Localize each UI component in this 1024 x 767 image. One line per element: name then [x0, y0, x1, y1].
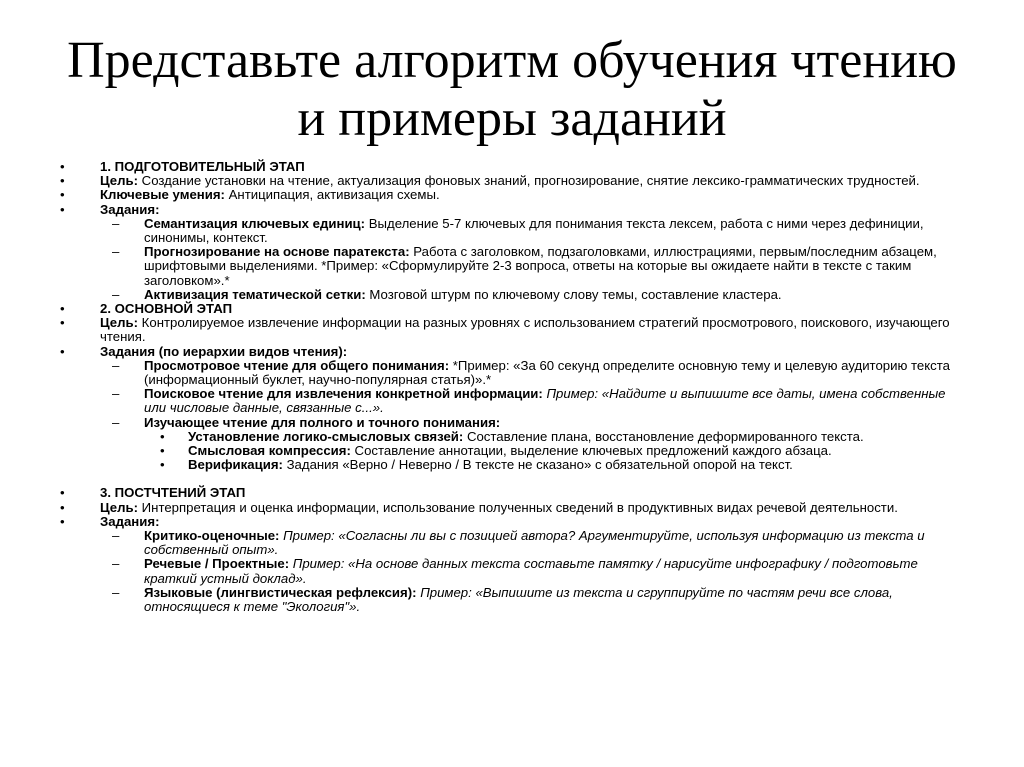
bullet-point: •: [60, 485, 65, 501]
item-text: Антиципация, активизация схемы.: [224, 187, 440, 203]
item-example: Пример: «На основе данных текста составьте памятку / нарисуйте инфографику / подготовьте краткий устный доклад».: [144, 556, 918, 586]
item-text: Работа с заголовком, подзаголовками, иллюстрациями, первым/последним абзацем, шрифтовыми выделениями. *Пример: «Сформулируйте 2-3 вопроса, ответы на которые вы ожидаете найти в тексте с таким заголовком».*: [144, 244, 937, 288]
list-item: [58, 444, 958, 458]
bullet-point: •: [60, 173, 65, 189]
item-label: Ключевые умения:: [100, 187, 225, 203]
item-label: 3. ПОСТЧТЕНИЙ ЭТАП: [100, 485, 246, 501]
bullet-point: •: [60, 159, 65, 174]
dash-bullet: –: [112, 386, 120, 402]
list-item: [58, 430, 958, 444]
list-item: [58, 288, 958, 302]
dash-bullet: –: [112, 584, 120, 600]
list-item: [58, 359, 958, 387]
item-label: Просмотровое чтение для общего понимания:: [144, 357, 450, 373]
item-text: Выделение 5-7 ключевых для понимания текста лексем, работа с ними через дефиниции, синонимы, контекст.: [144, 215, 924, 246]
item-example: Пример: «Найдите и выпишите все даты, имена собственные или числовые данные, связанные с...».: [144, 386, 946, 416]
item-label: Цель:: [100, 499, 139, 515]
list-item: [58, 458, 958, 472]
item-text: Контролируемое извлечение информации на разных уровнях с использованием стратегий просмотрового, поискового, изучающего чтения.: [100, 315, 950, 345]
bullet-point: •: [60, 315, 65, 331]
section-gap: [58, 472, 958, 486]
bullet-point: •: [160, 457, 165, 473]
list-item: [58, 416, 958, 430]
list-item: [58, 586, 958, 614]
list-item: [58, 387, 958, 415]
bullet-point: •: [160, 428, 165, 444]
item-label: Поисковое чтение для извлечения конкретной информации:: [144, 386, 543, 402]
item-label: Семантизация ключевых единиц:: [144, 215, 366, 231]
bullet-point: •: [60, 187, 65, 203]
list-item: [58, 174, 958, 188]
item-text: Задания «Верно / Неверно / В тексте не сказано» с обязательной опорой на текст.: [282, 457, 793, 473]
bullet-point: •: [60, 343, 65, 359]
dash-bullet: –: [112, 357, 120, 373]
item-example: Пример: «Согласны ли вы с позицией автора? Аргументируйте, используя информацию из текста и собственный опыт».: [144, 528, 925, 558]
list-item: [58, 188, 958, 202]
list-item: [58, 486, 958, 500]
dash-bullet: –: [112, 215, 120, 231]
item-label: Изучающее чтение для полного и точного понимания:: [144, 414, 501, 430]
item-label: Задания:: [100, 513, 160, 529]
bullet-point: •: [60, 201, 65, 217]
item-label: Языковые (лингвистическая рефлексия):: [144, 584, 417, 600]
list-item: [58, 160, 958, 174]
item-label: Задания:: [100, 201, 160, 217]
list-item: [58, 557, 958, 585]
item-example: Пример: «Выпишите из текста и сгруппируйте по частям речи все слова, относящиеся к теме "Экология"».: [144, 584, 893, 615]
item-text: Мозговой штурм по ключевому слову темы, составление кластера.: [365, 286, 782, 302]
item-label: Цель:: [100, 173, 139, 189]
list-item: [58, 302, 958, 316]
list-item: [58, 529, 958, 557]
slide-content: [58, 160, 958, 614]
item-label: Речевые / Проектные:: [144, 556, 290, 572]
list-item: [58, 316, 958, 344]
list-item: [58, 345, 958, 359]
list-item: [58, 203, 958, 217]
list-item: [58, 501, 958, 515]
item-label: 2. ОСНОВНОЙ ЭТАП: [100, 301, 233, 317]
item-text: Составление аннотации, выделение ключевых предложений каждого абзаца.: [350, 443, 832, 459]
bullet-point: •: [160, 443, 165, 459]
item-label: Прогнозирование на основе паратекста:: [144, 244, 410, 260]
item-text: Интерпретация и оценка информации, использование полученных сведений в продуктивных видах речевой деятельности.: [138, 499, 898, 515]
list-item: [58, 217, 958, 245]
item-label: Установление логико-смысловых связей:: [188, 428, 464, 444]
slide-title: Представьте алгоритм обучения чтению и примеры заданий: [67, 32, 957, 147]
item-label: Цель:: [100, 315, 139, 331]
item-text: *Пример: «За 60 секунд определите основную тему и целевую аудиторию текста (информационный буклет, научно-популярная статья)».*: [144, 357, 951, 388]
dash-bullet: –: [112, 244, 120, 260]
item-label: Задания (по иерархии видов чтения):: [100, 343, 348, 359]
bullet-point: •: [60, 513, 65, 529]
item-label: 1. ПОДГОТОВИТЕЛЬНЫЙ ЭТАП: [100, 159, 305, 174]
item-label: Критико-оценочные:: [144, 528, 280, 544]
item-label: Смысловая компрессия:: [188, 443, 351, 459]
bullet-point: •: [60, 301, 65, 317]
list-item: [58, 515, 958, 529]
dash-bullet: –: [112, 528, 120, 544]
item-label: Активизация тематической сетки:: [144, 286, 366, 302]
dash-bullet: –: [112, 286, 120, 302]
item-text: Создание установки на чтение, актуализация фоновых знаний, прогнозирование, снятие лексико-грамматических трудностей.: [138, 173, 920, 189]
item-label: Верификация:: [188, 457, 283, 473]
dash-bullet: –: [112, 556, 120, 572]
dash-bullet: –: [112, 414, 120, 430]
bullet-point: •: [60, 499, 65, 515]
item-text: Составление плана, восстановление деформированного текста.: [463, 428, 864, 444]
list-item: [58, 245, 958, 288]
